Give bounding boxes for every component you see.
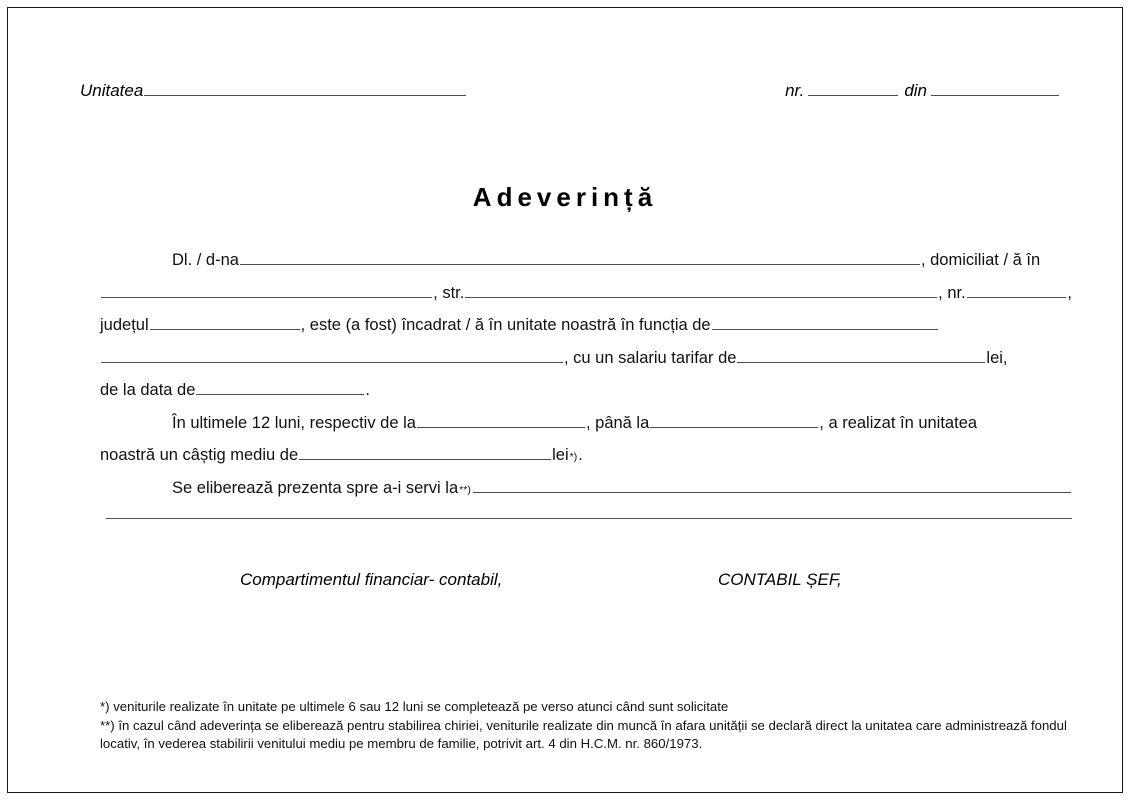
judetul-label: județul	[100, 316, 149, 334]
period-from-input[interactable]	[417, 412, 585, 428]
period-to-input[interactable]	[650, 412, 818, 428]
position-continued-input[interactable]	[101, 347, 563, 363]
county-input[interactable]	[150, 314, 300, 330]
footnotes-block	[100, 698, 1090, 754]
signature-label-chief-accountant: CONTABIL ȘEF,	[718, 570, 842, 589]
street-number-input[interactable]	[967, 282, 1067, 298]
incadrat-label: , este (a fost) încadrat / ă în unitate noastră în funcția de	[300, 316, 711, 334]
str-label: , str.	[433, 283, 465, 302]
lei-label-1: lei,	[986, 348, 1008, 367]
locality-input[interactable]	[101, 282, 432, 298]
a-realizat-label: , a realizat în unitatea	[819, 413, 978, 432]
line5-period: .	[365, 381, 371, 399]
unitatea-label: Unitatea	[80, 81, 144, 101]
salariu-label: , cu un salariu tarifar de	[564, 348, 737, 367]
nr-label: nr.	[785, 81, 805, 101]
header-unitatea-group	[80, 80, 467, 101]
position-input[interactable]	[712, 314, 938, 330]
document-page-frame	[7, 7, 1123, 793]
dl-dna-label: Dl. / d-na	[172, 251, 239, 269]
body-line-6	[100, 407, 1072, 440]
salary-input[interactable]	[737, 347, 985, 363]
pana-la-label: , până la	[585, 413, 650, 432]
body-line-2	[100, 277, 1072, 310]
line2-comma: ,	[1067, 283, 1072, 302]
de-la-data-de-label: de la data de	[100, 381, 196, 399]
line7-period: .	[578, 446, 583, 464]
full-name-input[interactable]	[240, 249, 920, 265]
castig-mediu-label: noastră un câștig mediu de	[100, 446, 299, 464]
se-elibereaza-label: Se eliberează prezenta spre a-i servi la	[172, 478, 459, 497]
footnote-2: **) în cazul când adeverința se eliberează pentru stabilirea chiriei, veniturile realizate din muncă în afara unității se declară direct la unitatea care administrează fondul locativ, în vederea stabilirii venitului mediu pe membru de familie, potrivit art. 4 din H.C.M. nr. 860/1973.	[100, 717, 1067, 751]
average-earnings-input[interactable]	[299, 444, 551, 460]
footnote-1: *) veniturile realizate în unitate pe ultimele 6 sau 12 luni se completează pe verso atunci când sunt solicitate	[100, 699, 729, 714]
start-date-input[interactable]	[196, 379, 364, 395]
form-body	[100, 244, 1072, 504]
purpose-continued-input[interactable]	[106, 518, 1072, 519]
street-input[interactable]	[465, 282, 937, 298]
header-nr-din-group	[785, 80, 1060, 101]
lei-label-2: lei	[552, 446, 569, 464]
domiciliat-label: , domiciliat / ă în	[920, 251, 1041, 269]
body-line-1	[100, 244, 1072, 277]
nr-input[interactable]	[808, 80, 898, 96]
body-line-7: noastră un câștig mediu de lei *) .	[100, 439, 1072, 472]
unitatea-input[interactable]	[144, 80, 466, 96]
nr2-label: , nr.	[938, 283, 966, 302]
body-line-3	[100, 309, 1072, 342]
signature-row	[240, 570, 940, 590]
din-label: din	[904, 81, 927, 101]
form-header	[80, 80, 1060, 101]
document-page	[8, 8, 1122, 792]
purpose-input[interactable]	[473, 477, 1071, 493]
document-title: Adeverință	[472, 182, 658, 212]
body-line-8: Se eliberează prezenta spre a-i servi la **)	[100, 472, 1072, 505]
body-line-4	[100, 342, 1072, 375]
din-input[interactable]	[931, 80, 1059, 96]
body-line-5	[100, 374, 1072, 407]
ultimele-12-luni-label: În ultimele 12 luni, respectiv de la	[172, 413, 416, 432]
signature-label-financial-dept: Compartimentul financiar- contabil,	[240, 570, 503, 589]
